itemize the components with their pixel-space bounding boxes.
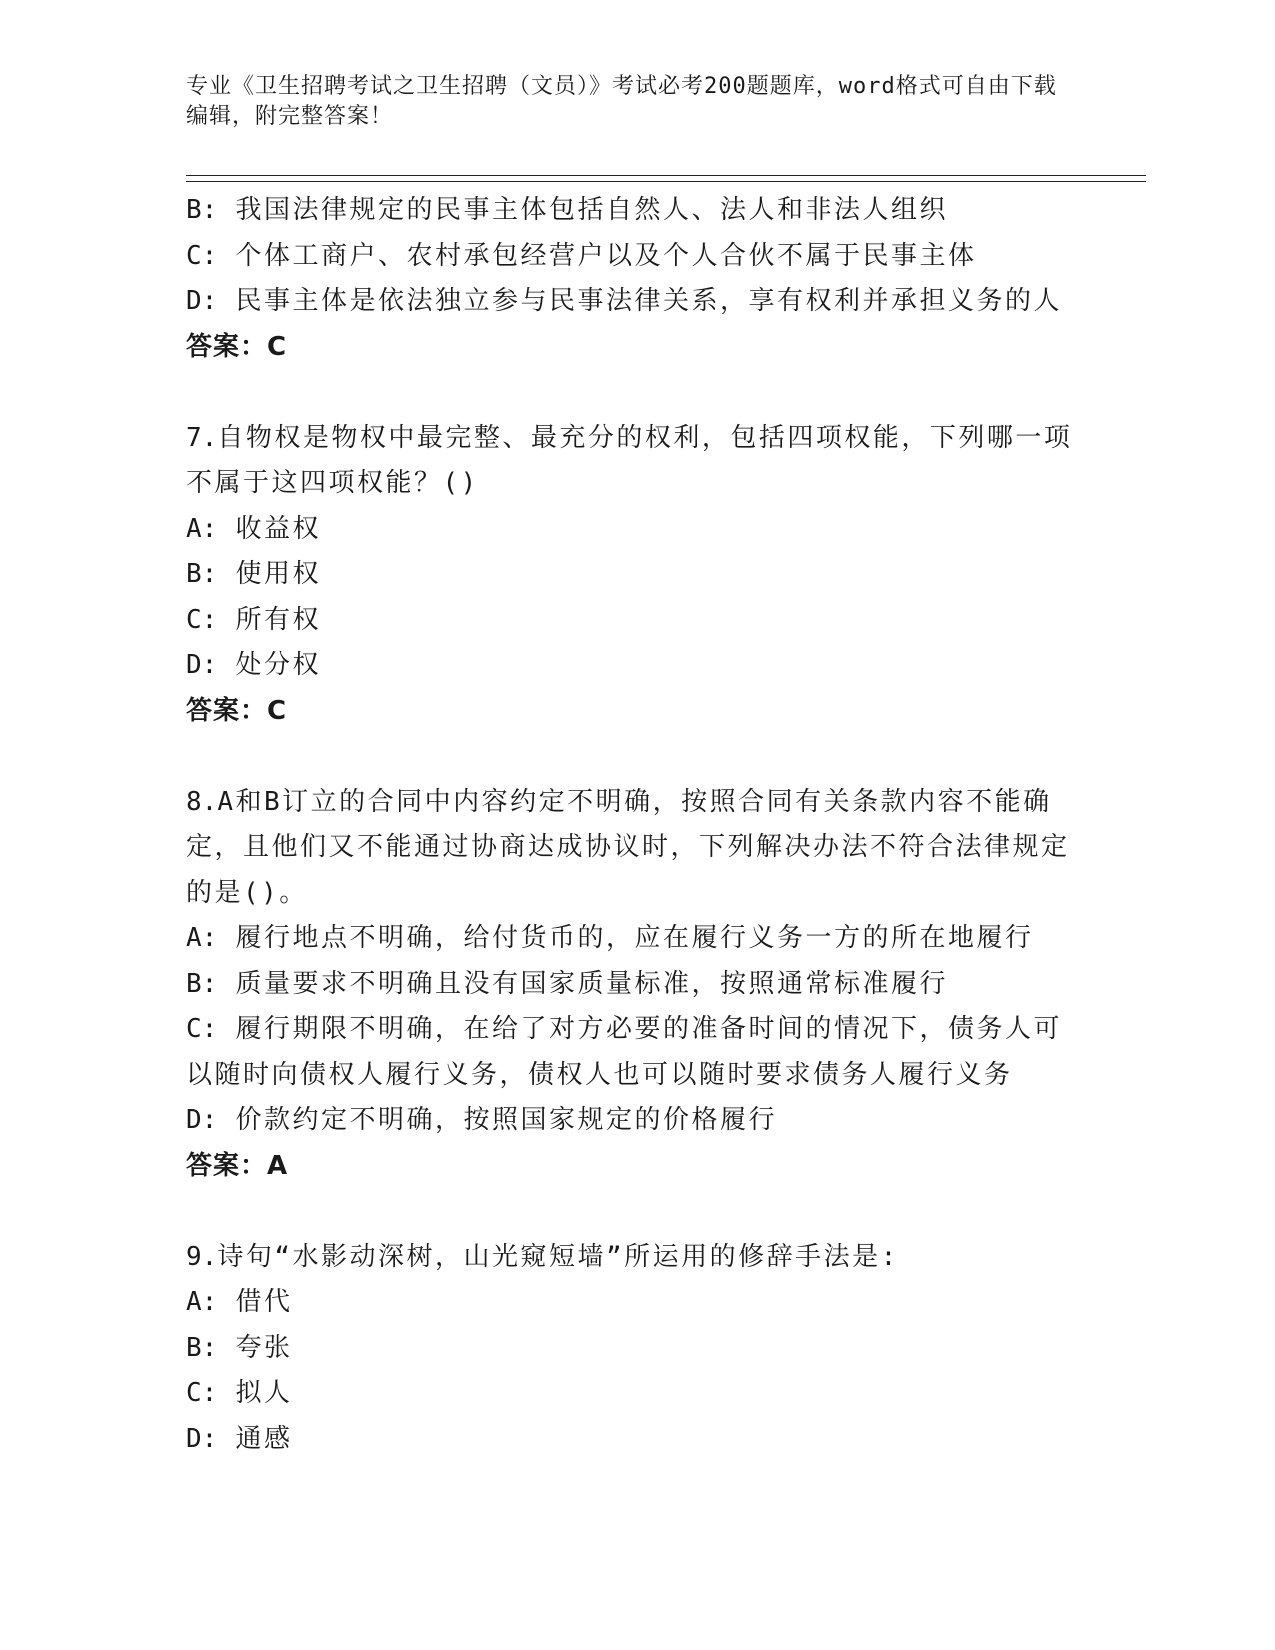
option-c bbox=[186, 1371, 1086, 1417]
option-text: 我国法律规定的民事主体包括自然人、法人和非法人组织 bbox=[235, 195, 948, 225]
question-number: 8. bbox=[186, 786, 218, 817]
question-9 bbox=[186, 1235, 1086, 1463]
option-label: D: bbox=[186, 286, 218, 316]
option-label: C: bbox=[186, 240, 218, 271]
option-text: 夸张 bbox=[235, 1332, 293, 1363]
continued-question bbox=[186, 188, 1086, 370]
header-rule-top bbox=[186, 175, 1146, 176]
option-label: A: bbox=[186, 923, 218, 953]
option-text: 价款约定不明确，按照国家规定的价格履行 bbox=[235, 1105, 777, 1135]
question-7 bbox=[186, 416, 1086, 735]
option-label: B: bbox=[186, 195, 218, 225]
question-number: 7. bbox=[186, 422, 218, 453]
question-stem bbox=[186, 780, 1086, 917]
option-text: 质量要求不明确且没有国家质量标准，按照通常标准履行 bbox=[235, 968, 948, 999]
answer-line: 答案：C bbox=[186, 331, 288, 362]
option-text: 民事主体是依法独立参与民事法律关系，享有权利并承担义务的人 bbox=[235, 286, 1062, 316]
option-a bbox=[186, 916, 1086, 962]
option-b bbox=[186, 962, 1086, 1008]
option-label: D: bbox=[186, 1423, 218, 1454]
option-label: C: bbox=[186, 1378, 218, 1408]
option-text: 借代 bbox=[235, 1287, 293, 1317]
option-text: 履行期限不明确，在给了对方必要的准备时间的情况下，债务人可以随时向债权人履行义务，债权人也可以随时要求债务人履行义务 bbox=[186, 1014, 1062, 1090]
document-header: 专业《卫生招聘考试之卫生招聘（文员）》考试必考200题题库，word格式可自由下载编辑，附完整答案！ bbox=[186, 74, 1057, 129]
question-8 bbox=[186, 780, 1086, 1190]
question-stem bbox=[186, 416, 1086, 507]
question-text: A和B订立的合同中内容约定不明确，按照合同有关条款内容不能确定，且他们又不能通过协商达成协议时，下列解决办法不符合法律规定的是()。 bbox=[186, 786, 1070, 908]
answer-line: 答案：C bbox=[186, 695, 288, 726]
option-label: B: bbox=[186, 559, 218, 589]
option-label: A: bbox=[186, 513, 218, 544]
option-label: D: bbox=[186, 650, 218, 680]
option-label: B: bbox=[186, 1332, 218, 1363]
option-text: 通感 bbox=[235, 1423, 293, 1454]
option-d bbox=[186, 1417, 1086, 1463]
question-content bbox=[186, 188, 1086, 1462]
question-text: 自物权是物权中最完整、最充分的权利，包括四项权能，下列哪一项不属于这四项权能？() bbox=[186, 422, 1073, 498]
option-label: C: bbox=[186, 1014, 218, 1044]
option-label: D: bbox=[186, 1105, 218, 1135]
option-label: B: bbox=[186, 968, 218, 999]
option-text: 个体工商户、农村承包经营户以及个人合伙不属于民事主体 bbox=[235, 240, 977, 271]
option-text: 收益权 bbox=[235, 513, 321, 544]
option-b bbox=[186, 188, 1086, 234]
option-b bbox=[186, 552, 1086, 598]
option-c bbox=[186, 234, 1086, 280]
option-text: 使用权 bbox=[235, 559, 321, 589]
header-rule-bottom bbox=[186, 181, 1146, 182]
question-text: 诗句“水影动深树，山光窥短墙”所运用的修辞手法是: bbox=[217, 1241, 899, 1272]
option-c bbox=[186, 1007, 1086, 1098]
option-d bbox=[186, 279, 1086, 325]
option-text: 所有权 bbox=[235, 604, 321, 635]
option-label: A: bbox=[186, 1287, 218, 1317]
option-label: C: bbox=[186, 604, 218, 635]
option-c bbox=[186, 598, 1086, 644]
option-a bbox=[186, 1280, 1086, 1326]
option-d bbox=[186, 643, 1086, 689]
answer-line: 答案：A bbox=[186, 1150, 289, 1181]
question-number: 9. bbox=[186, 1241, 218, 1272]
option-text: 拟人 bbox=[235, 1378, 293, 1408]
question-stem bbox=[186, 1235, 1086, 1281]
option-text: 履行地点不明确，给付货币的，应在履行义务一方的所在地履行 bbox=[235, 923, 1034, 953]
option-a bbox=[186, 507, 1086, 553]
option-text: 处分权 bbox=[235, 650, 321, 680]
option-b bbox=[186, 1326, 1086, 1372]
option-d bbox=[186, 1098, 1086, 1144]
